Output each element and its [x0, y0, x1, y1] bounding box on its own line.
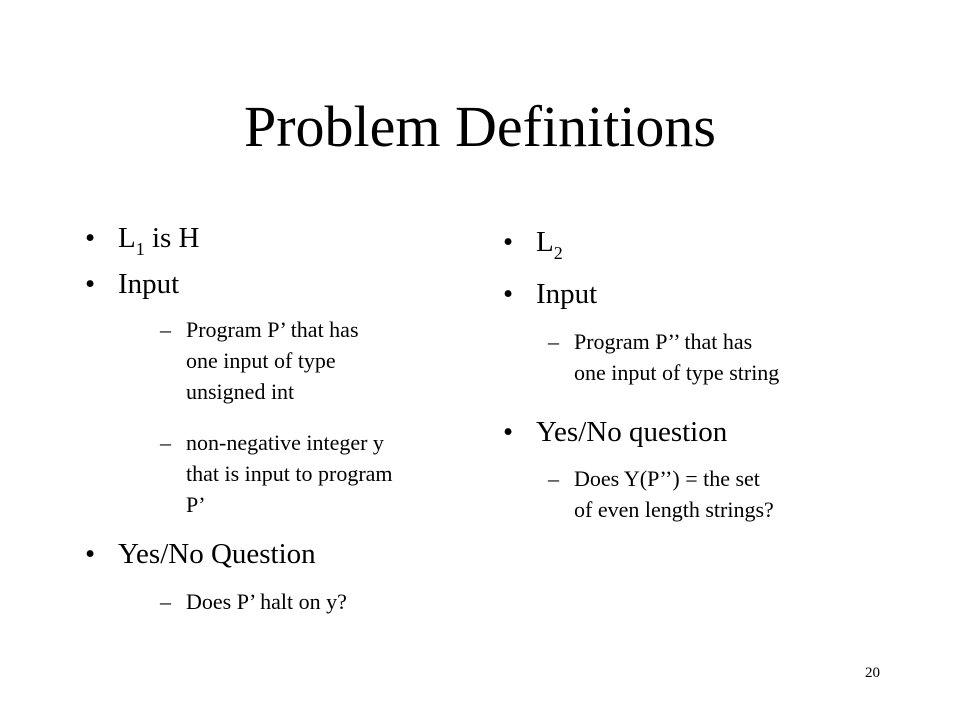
left-integer-line3: P’: [186, 492, 206, 517]
dash-icon: –: [548, 329, 559, 354]
bullet-icon: •: [85, 222, 96, 254]
l1-prefix: L: [118, 222, 136, 254]
left-sub-halt: [160, 586, 347, 617]
right-bullet-question: [503, 414, 728, 450]
page-number: 20: [865, 665, 880, 681]
right-input-label: Input: [536, 278, 598, 310]
l1-subscript: 1: [135, 239, 145, 259]
left-bullet-question: [85, 536, 316, 572]
left-sub-integer: [160, 427, 393, 520]
left-input-label: Input: [118, 268, 180, 300]
left-integer-line2: that is input to program: [186, 461, 393, 486]
l2-prefix: L: [536, 226, 554, 258]
right-program-line1: Program P’’ that has: [574, 329, 753, 354]
l1-suffix: is H: [144, 222, 200, 254]
dash-icon: –: [160, 317, 171, 342]
l2-subscript: 2: [553, 243, 563, 263]
left-halt-line1: Does P’ halt on y?: [186, 589, 347, 614]
left-program-line1: Program P’ that has: [186, 317, 359, 342]
left-bullet-input: [85, 266, 180, 302]
left-program-line3: unsigned int: [186, 379, 295, 404]
right-sub-does: [548, 463, 774, 525]
right-does-line2: of even length strings?: [574, 497, 774, 522]
left-program-line2: one input of type: [186, 348, 336, 373]
dash-icon: –: [160, 589, 171, 614]
dash-icon: –: [160, 430, 171, 455]
right-bullet-l2: [503, 224, 563, 263]
bullet-icon: •: [503, 278, 514, 310]
left-integer-line1: non-negative integer y: [186, 430, 384, 455]
left-sub-program: [160, 314, 359, 407]
right-does-line1: Does Y(P’’) = the set: [574, 466, 760, 491]
right-sub-program: [548, 326, 780, 388]
right-program-line2: one input of type string: [574, 360, 780, 385]
right-bullet-input: [503, 276, 598, 312]
dash-icon: –: [548, 466, 559, 491]
right-question-label: Yes/No question: [536, 416, 728, 448]
left-question-label: Yes/No Question: [118, 538, 316, 570]
bullet-icon: •: [85, 538, 96, 570]
bullet-icon: •: [503, 226, 514, 258]
left-bullet-l1: [85, 220, 200, 259]
bullet-icon: •: [503, 416, 514, 448]
slide-title: Problem Definitions: [243, 94, 716, 159]
bullet-icon: •: [85, 268, 96, 300]
